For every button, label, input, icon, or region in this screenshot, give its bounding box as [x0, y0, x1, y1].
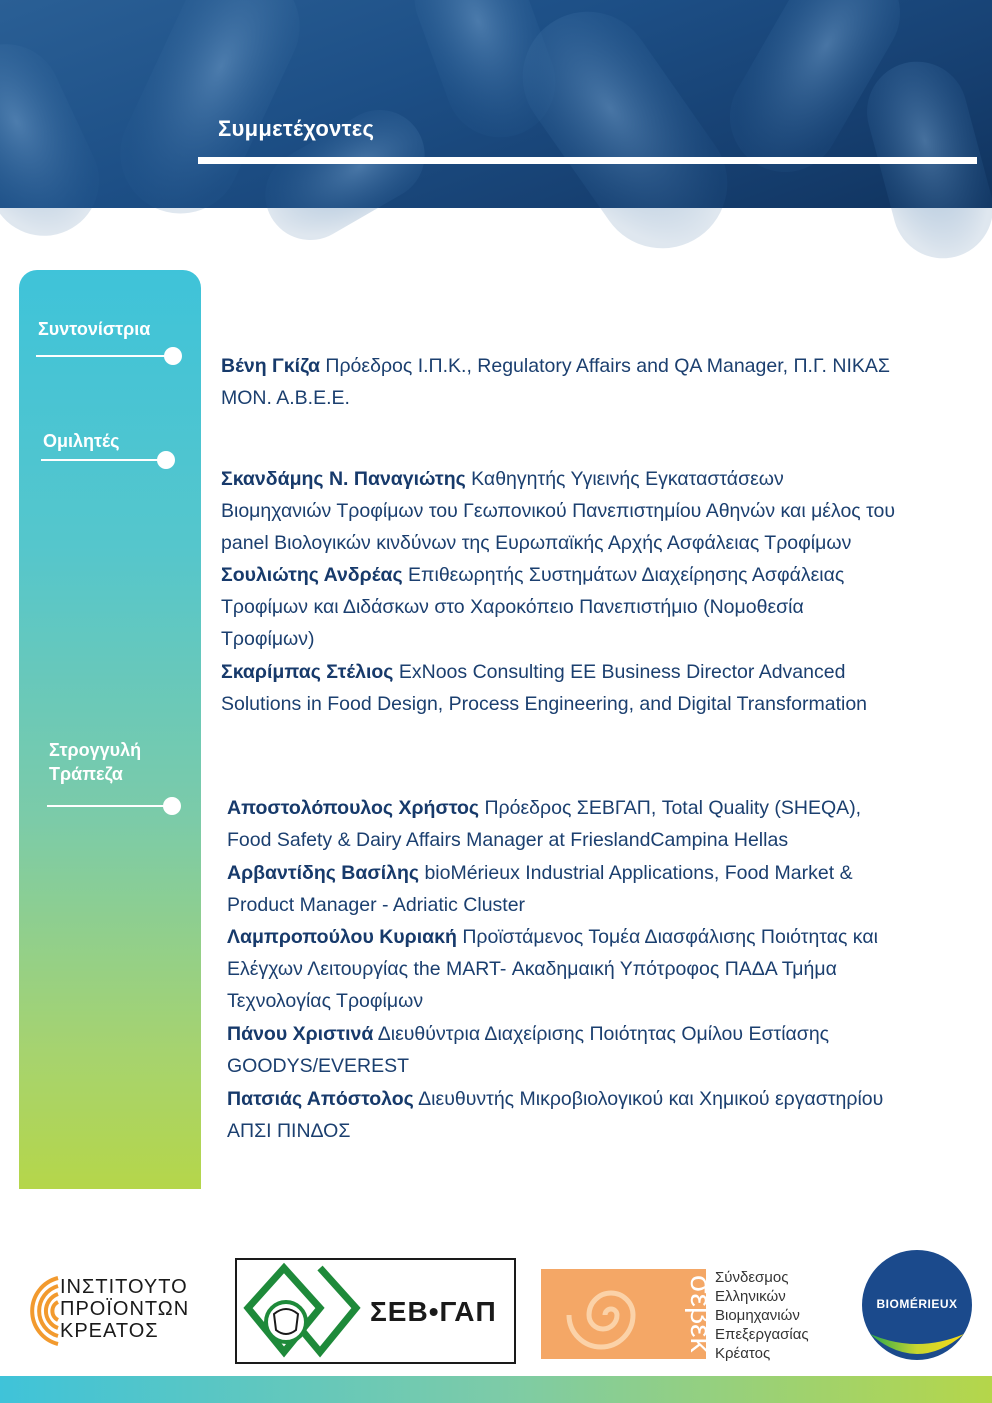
osvek-logo-line: Κρέατος	[715, 1345, 771, 1362]
page-title: Συμμετέχοντες	[218, 116, 375, 141]
panelist-role: Πρόεδρος ΣΕΒΓΑΠ, Total Quality (SHEQA),	[479, 797, 862, 819]
sevgap-logo-text: ΣΕΒ•ΓΑΠ	[370, 1296, 497, 1327]
coordinator-entry	[221, 350, 961, 414]
panelist-name: Πατσιάς Απόστολος	[227, 1088, 414, 1110]
speaker-entry	[221, 656, 961, 720]
speaker-role: Επιθεωρητής Συστημάτων Διαχείρησης Ασφάλειας	[402, 564, 845, 586]
speaker-role: ExNoos Consulting EE Business Director Advanced	[393, 661, 846, 683]
osvek-logo-line: Σύνδεσμος	[715, 1269, 789, 1286]
speaker-name: Σκανδάμης Ν. Παναγιώτης	[221, 468, 466, 490]
roundtable-entry	[227, 1083, 967, 1147]
panelist-name: Αποστολόπουλος Χρήστος	[227, 797, 480, 819]
osvek-logo-line: Ελληνικών	[715, 1288, 786, 1305]
osvek-logo-mark	[541, 1269, 717, 1359]
panelist-role-line: Τεχνολογίας Τροφίμων	[227, 990, 424, 1012]
roundtable-section-label-line2: Τράπεζα	[49, 764, 123, 784]
roundtable-entry	[227, 921, 967, 1017]
header-banner	[0, 0, 992, 208]
section-sidebar	[19, 270, 201, 1189]
ipk-logo-line: ΙΝΣΤΙΤΟΥΤΟ	[60, 1276, 188, 1298]
osvek-logo-word: σεβεκ	[684, 1275, 717, 1353]
osvek-logo-line: Βιομηχανιών	[715, 1307, 800, 1324]
coordinator-role-line2: ΜΟΝ. Α.Β.Ε.Ε.	[221, 387, 350, 409]
osvek-logo-text	[715, 1268, 809, 1363]
speaker-role: Καθηγητής Υγιεινής Εγκαταστάσεων	[465, 468, 784, 490]
sevgap-logo-mark	[244, 1264, 368, 1360]
coordinator-marker-dot	[164, 347, 182, 365]
panelist-name: Πάνου Χριστινά	[227, 1023, 374, 1045]
speaker-role-line: Τροφίμων)	[221, 628, 315, 650]
speaker-role-line: panel Βιολογικών κινδύνων της Ευρωπαϊκής Αρχής Ασφάλειας Τροφίμων	[221, 532, 852, 554]
speaker-entry	[221, 559, 961, 655]
biomerieux-logo-text: BIOMÉRIEUX	[876, 1297, 958, 1311]
speakers-section-label: Ομιλητές	[43, 431, 120, 451]
speaker-role-line: Τροφίμων και Διδάσκων στο Χαροκόπειο Πανεπιστήμιο (Νομοθεσία	[221, 596, 804, 618]
ipk-logo-mark	[18, 1272, 62, 1350]
panelist-role: Προϊστάμενος Τομέα Διασφάλισης Ποιότητας και	[456, 926, 878, 948]
panelist-role-line: Ελέγχων Λειτουργίας the MART- Ακαδημαική Υπότροφος ΠΑΔΑ Τμήμα	[227, 958, 837, 980]
panelist-name: Αρβαντίδης Βασίλης	[227, 862, 420, 884]
speaker-name: Σουλιώτης Ανδρέας	[221, 564, 403, 586]
roundtable-entry	[227, 792, 967, 856]
panelist-role: Διευθυντής Μικροβιολογικού και Χημικού εργαστηρίου	[413, 1088, 884, 1110]
panelist-role-line: Product Manager - Adriatic Cluster	[227, 894, 526, 916]
speaker-name: Σκαρίμπας Στέλιος	[221, 661, 394, 683]
coordinator-name: Βένη Γκίζα	[221, 355, 320, 377]
title-underline	[198, 157, 977, 164]
panelist-name: Λαμπροπούλου Κυριακή	[227, 926, 457, 948]
panelist-role-line: ΑΠΣΙ ΠΙΝΔΟΣ	[227, 1120, 351, 1142]
osvek-logo-line: Επεξεργασίας	[715, 1326, 809, 1343]
panelist-role-line: GOODYS/EVEREST	[227, 1055, 410, 1077]
speaker-entry	[221, 463, 961, 559]
coordinator-divider	[36, 355, 172, 357]
speakers-divider	[41, 459, 165, 461]
panelist-role: Διευθύντρια Διαχείρισης Ποιότητας Ομίλου Εστίασης	[373, 1023, 830, 1045]
ipk-logo-text	[60, 1276, 189, 1342]
panelist-role-line: Food Safety & Dairy Affairs Manager at FrieslandCampina Hellas	[227, 829, 789, 851]
osvek-spiral-icon	[541, 1269, 717, 1359]
roundtable-marker-dot	[163, 797, 181, 815]
bacteria-background-image	[0, 0, 992, 208]
footer-gradient-bar	[0, 1376, 992, 1403]
ipk-logo-line: ΚΡΕΑΤΟΣ	[60, 1320, 159, 1342]
speakers-marker-dot	[157, 451, 175, 469]
panelist-role: bioMérieux Industrial Applications, Food Market &	[419, 862, 853, 884]
speaker-role-line: Βιομηχανιών Τροφίμων του Γεωπονικού Πανεπιστημίου Αθηνών και μέλος του	[221, 500, 896, 522]
speaker-role-line: Solutions in Food Design, Process Engineering, and Digital Transformation	[221, 693, 868, 715]
coordinator-role: Πρόεδρος Ι.Π.Κ., Regulatory Affairs and QA Manager, Π.Γ. ΝΙΚΑΣ	[319, 355, 890, 377]
ipk-logo-line: ΠΡΟΪΟΝΤΩΝ	[60, 1298, 190, 1320]
roundtable-entry	[227, 1018, 967, 1082]
roundtable-entry	[227, 857, 967, 921]
coordinator-section-label: Συντονίστρια	[38, 319, 151, 339]
roundtable-section-label-line1: Στρογγυλή	[49, 740, 142, 760]
roundtable-divider	[47, 805, 171, 807]
